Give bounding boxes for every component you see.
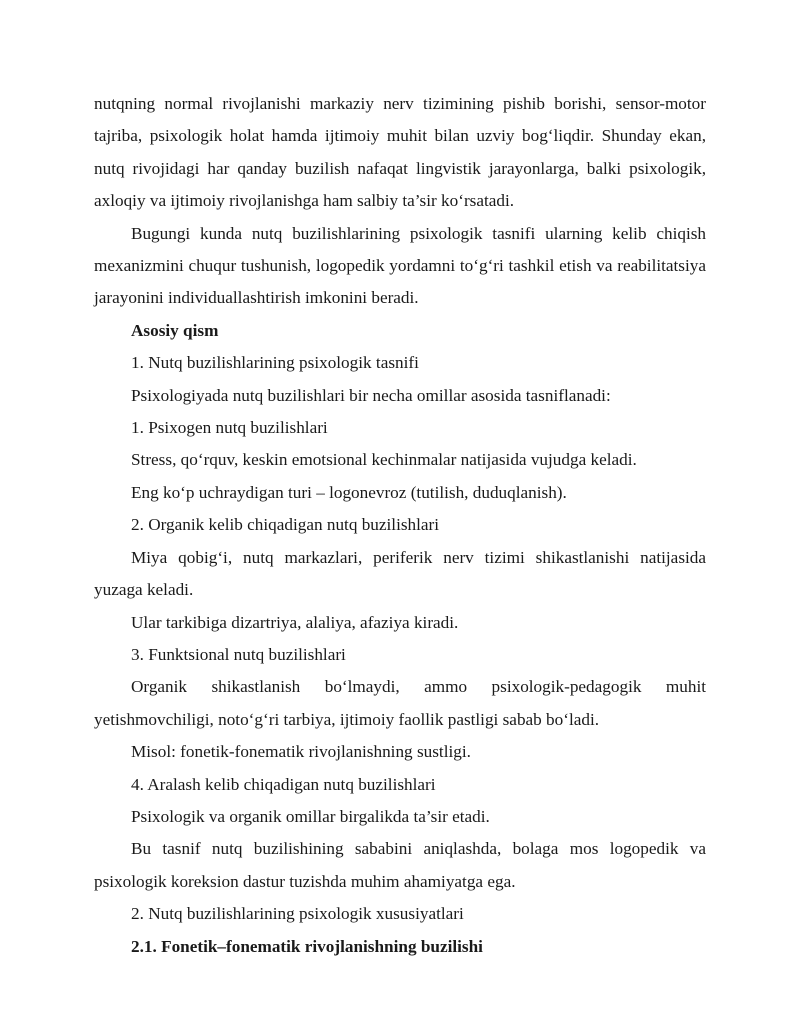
heading-section-2: 2. Nutq buzilishlarining psixologik xususiyatlari — [131, 904, 464, 924]
document-page — [94, 88, 706, 963]
paragraph-psychogenic-type: Eng ko‘p uchraydigan turi – logonevroz (tutilish, duduqlanish). — [131, 482, 567, 502]
paragraph-classification-summary: Bu tasnif nutq buzilishining sababini aniqlashda, bolaga mos logopedik va psixologik koreksion dastur tuzishda muhim ahamiyatga ega. — [94, 839, 706, 891]
paragraph-functional-cause: Organik shikastlanish bo‘lmaydi, ammo psixologik-pedagogik muhit yetishmovchiligi, noto‘g‘ri tarbiya, ijtimoiy faollik pastligi sabab bo‘ladi. — [94, 677, 706, 729]
paragraph-organic-types: Ular tarkibiga dizartriya, alaliya, afaziya kiradi. — [131, 612, 459, 632]
paragraph-psychogenic-cause: Stress, qo‘rquv, keskin emotsional kechinmalar natijasida vujudga keladi. — [131, 450, 637, 470]
heading-subsection-2-1: 2.1. Fonetik–fonematik rivojlanishning buzilishi — [131, 936, 483, 956]
paragraph-intro-continuation: nutqning normal rivojlanishi markaziy nerv tizimining pishib borishi, sensor-motor tajriba, psixologik holat hamda ijtimoiy muhit bilan uzviy bog‘liqdir. Shunday ekan, nutq rivojidagi har qanday buzilish nafaqat lingvistik jarayonlarga, balki psixologik, axloqiy va ijtimoiy rivojlanishga ham salbiy ta’sir ko‘rsatadi. — [94, 94, 706, 211]
paragraph-classification-factors: Psixologiyada nutq buzilishlari bir necha omillar asosida tasniflanadi: — [131, 385, 611, 405]
list-item-organic: 2. Organik kelib chiqadigan nutq buzilishlari — [131, 515, 440, 535]
paragraph-organic-cause: Miya qobig‘i, nutq markazlari, periferik nerv tizimi shikastlanishi natijasida yuzaga keladi. — [94, 547, 706, 600]
heading-section-1: 1. Nutq buzilishlarining psixologik tasnifi — [131, 353, 419, 373]
list-item-psychogenic: 1. Psixogen nutq buzilishlari — [131, 418, 328, 438]
list-item-mixed: 4. Aralash kelib chiqadigan nutq buzilishlari — [131, 774, 436, 794]
paragraph-classification-importance: Bugungi kunda nutq buzilishlarining psixologik tasnifi ularning kelib chiqish mexanizmini chuqur tushunish, logopedik yordamni to‘g‘ri tashkil etish va reabilitatsiya jarayonini individuallashtirish imkonini beradi. — [94, 223, 706, 308]
heading-main-part: Asosiy qism — [131, 320, 219, 340]
paragraph-mixed-cause: Psixologik va organik omillar birgalikda ta’sir etadi. — [131, 806, 490, 826]
paragraph-functional-example: Misol: fonetik-fonematik rivojlanishning sustligi. — [131, 742, 471, 762]
list-item-functional: 3. Funktsional nutq buzilishlari — [131, 644, 346, 664]
